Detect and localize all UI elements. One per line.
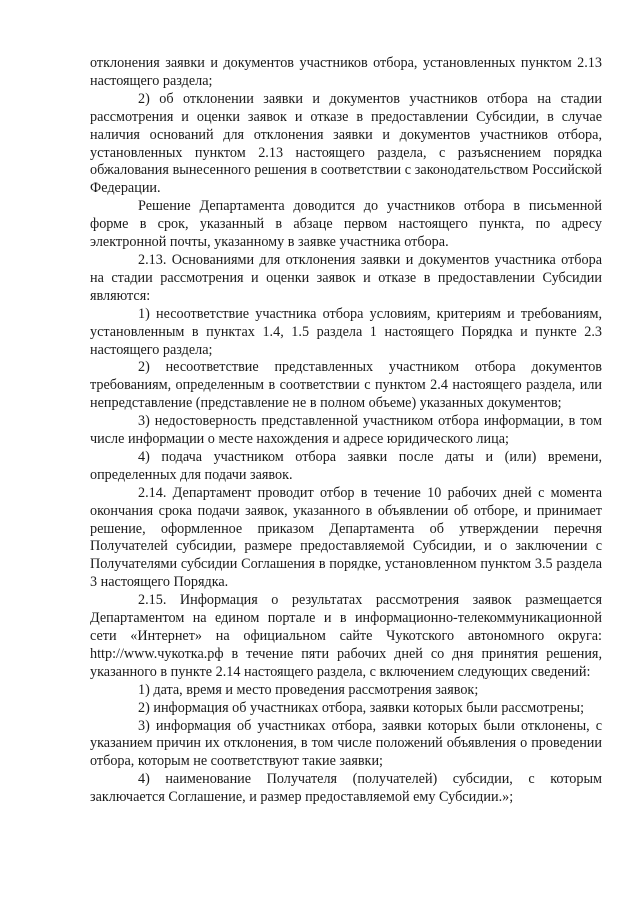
paragraph-14: 4) наименование Получателя (получателей) субсидии, с которым заключается Соглашение, и размер предоставляемой ему Субсидии.»; [90,771,602,806]
paragraph-10: 2.15. Информация о результатах рассмотрения заявок размещается Департаментом на едином портале и в информационно-телекоммуникационной сети «Интернет» на официальном сайте Чукотского автономного округа: http://www.чукотка.рф в течение пяти рабочих дней со дня принятия решения, указанного в пункте 2.14 настоящего раздела, с включением следующих сведений: [90,592,602,680]
paragraph-11: 1) дата, время и место проведения рассмотрения заявок; [138,681,479,698]
paragraph-3: Решение Департамента доводится до участников отбора в письменной форме в срок, указанный в абзаце первом настоящего пункта, по адресу электронной почты, указанному в заявке участника отбора. [90,198,602,251]
paragraph-4: 2.13. Основаниями для отклонения заявки и документов участника отбора на стадии рассмотрения и оценки заявок и отказе в предоставлении Субсидии являются: [90,251,602,304]
paragraph-2: 2) об отклонении заявки и документов участников отбора на стадии рассмотрения и оценки заявок и отказе в предоставлении Субсидии, в случае наличия оснований для отклонения заявки и документов участников отбора, установленных пунктом 2.13 настоящего раздела, с разъяснением порядка обжалования вынесенного решения в соответствии с законодательством Российской Федерации. [90,90,602,197]
paragraph-6: 2) несоответствие представленных участником отбора документов требованиям, определенным в соответствии с пунктом 2.4 настоящего раздела, или непредставление (представление не в полном объеме) указанных документов; [90,359,602,412]
document-page [90,55,602,807]
paragraph-5: 1) несоответствие участника отбора условиям, критериям и требованиям, установленным в пунктах 1.4, 1.5 раздела 1 настоящего Порядка и пункте 2.3 настоящего раздела; [90,305,602,358]
paragraph-12: 2) информация об участниках отбора, заявки которых были рассмотрены; [138,699,585,716]
paragraph-9: 2.14. Департамент проводит отбор в течение 10 рабочих дней с момента окончания срока подачи заявок, указанного в объявлении об отборе, и принимает решение, оформленное приказом Департамента об утверждении перечня Получателей субсидии, размере предоставляемой Субсидии, и о заключении с Получателями субсидии Соглашения в порядке, установленном пунктом 3.5 раздела 3 настоящего Порядка. [90,484,602,591]
paragraph-7: 3) недостоверность представленной участником отбора информации, в том числе информации о месте нахождения и адресе юридического лица; [90,413,602,448]
paragraph-13: 3) информация об участниках отбора, заявки которых были отклонены, с указанием причин их отклонения, в том числе положений объявления о проведении отбора, которым не соответствуют такие заявки; [90,717,602,770]
paragraph-8: 4) подача участником отбора заявки после даты и (или) времени, определенных для подачи заявок. [90,448,602,483]
paragraph-1: отклонения заявки и документов участников отбора, установленных пунктом 2.13 настоящего раздела; [90,55,602,89]
